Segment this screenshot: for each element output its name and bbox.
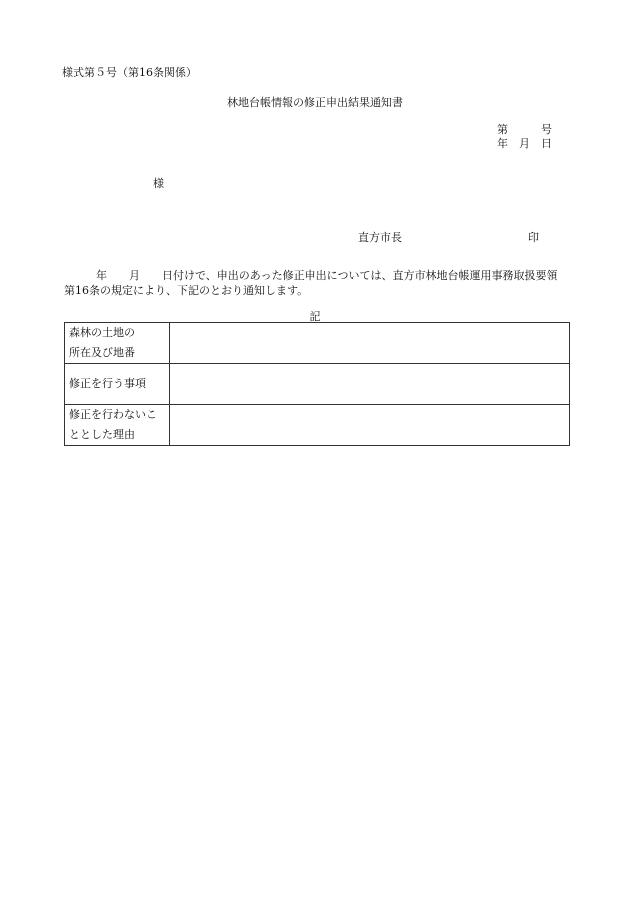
form-number: 様式第５号（第16条関係）	[62, 66, 197, 79]
body-line-1: 年 月 日付けで、申出のあった修正申出については、直方市林地台帳運用事務取扱要領	[96, 269, 558, 282]
reference-dai: 第	[497, 123, 508, 136]
table-row	[65, 364, 570, 405]
document-date	[497, 137, 552, 151]
date-year: 年	[497, 137, 508, 150]
issuer-name: 直方市長	[358, 231, 402, 244]
reference-go: 号	[541, 123, 552, 136]
table-row	[65, 323, 570, 364]
row-value	[170, 364, 570, 405]
row-label-line: ととした理由	[69, 428, 135, 441]
row-label	[65, 405, 170, 446]
ki-heading: 記	[309, 310, 321, 323]
row-label-line: 修正を行う事項	[69, 377, 146, 390]
reference-number	[497, 123, 552, 137]
date-month: 月	[519, 137, 530, 150]
row-label-line: 修正を行わないこ	[69, 408, 157, 421]
body-text	[64, 268, 576, 298]
addressee-suffix: 様	[153, 177, 164, 190]
row-value	[170, 323, 570, 364]
body-line-2: 第16条の規定により、下記のとおり通知します。	[64, 284, 309, 297]
record-table	[64, 322, 570, 446]
row-label-line: 森林の土地の	[69, 326, 135, 339]
seal-mark: 印	[528, 231, 539, 244]
row-label-line: 所在及び地番	[69, 346, 135, 359]
row-label	[65, 364, 170, 405]
row-label	[65, 323, 170, 364]
row-value	[170, 405, 570, 446]
table-row	[65, 405, 570, 446]
date-day: 日	[541, 137, 552, 150]
document-title: 林地台帳情報の修正申出結果通知書	[227, 96, 403, 109]
